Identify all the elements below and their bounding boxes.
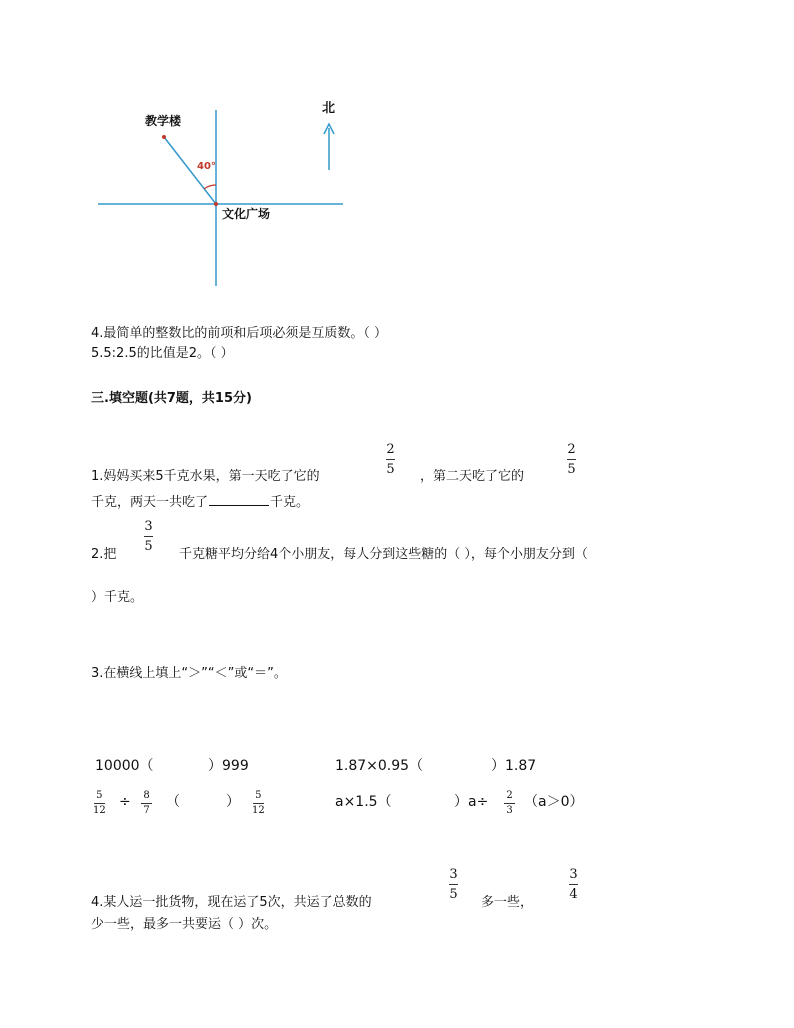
q1-line2-a: 千克，两天一共吃了 [91, 495, 209, 510]
q3-fraction-c: 5 12 [252, 790, 265, 816]
q2-text-b: 千克糖平均分给4个小朋友，每人分到这些糖的（ ），每个小朋友分到（ [179, 547, 588, 562]
q3-paren-open: （ [166, 794, 180, 810]
building-label: 教学楼 [145, 114, 182, 128]
q3-row2-right-c: （a＞0） [524, 794, 584, 810]
q3-fraction-a: 5 12 [93, 790, 106, 816]
q3-row1-left-a: 10000（ [95, 758, 154, 774]
section-title: 三.填空题(共7题，共15分) [91, 391, 252, 406]
square-point [214, 202, 218, 206]
q1-fraction-1: 2 5 [386, 442, 395, 477]
building-point [162, 135, 166, 139]
q3-row2-right-a: a×1.5（ [335, 794, 392, 810]
direction-diagram [0, 0, 794, 300]
q3-row1-right-a: 1.87×0.95（ [335, 758, 424, 774]
q4-fraction-2: 3 4 [569, 867, 578, 902]
q4-text-b: 多一些， [481, 895, 534, 910]
q4-line2: 少一些，最多一共要运（ ）次。 [91, 917, 278, 932]
judgement-q5: 5.5:2.5的比值是2。（ ） [91, 346, 234, 361]
q1-text-a: 1.妈妈买来5千克水果，第一天吃了它的 [91, 469, 320, 484]
q3-row1-left-b: ）999 [208, 758, 249, 774]
q2-fraction: 3 5 [144, 519, 153, 554]
q4-text-a: 4.某人运一批货物，现在运了5次，共运了总数的 [91, 895, 372, 910]
q1-blank[interactable] [209, 493, 269, 506]
judgement-q4: 4.最简单的整数比的前项和后项必须是互质数。（ ） [91, 326, 388, 341]
q1-fraction-2: 2 5 [567, 442, 576, 477]
q3-row1-right-b: ）1.87 [491, 758, 537, 774]
q3-fraction-b: 8 7 [141, 791, 152, 816]
square-label: 文化广场 [222, 207, 271, 221]
q4-fraction-1: 3 5 [449, 867, 458, 902]
q1-line2-b: 千克。 [270, 495, 310, 510]
angle-label: 40° [197, 161, 216, 172]
q3-div-sign: ÷ [119, 794, 131, 810]
q3-paren-close: ） [226, 794, 240, 810]
q2-text-a: 2.把 [91, 547, 117, 562]
q3-fraction-d: 2 3 [504, 791, 515, 816]
north-label: 北 [322, 101, 336, 116]
q2-line2: ）千克。 [91, 590, 144, 605]
q1-text-b: ，第二天吃了它的 [420, 469, 525, 484]
q3-text: 3.在横线上填上“＞”“＜”或“＝”。 [91, 666, 287, 681]
q1-line2 [91, 493, 309, 509]
angle-arc [204, 185, 216, 189]
q3-row2-right-b: ）a÷ [454, 794, 489, 810]
